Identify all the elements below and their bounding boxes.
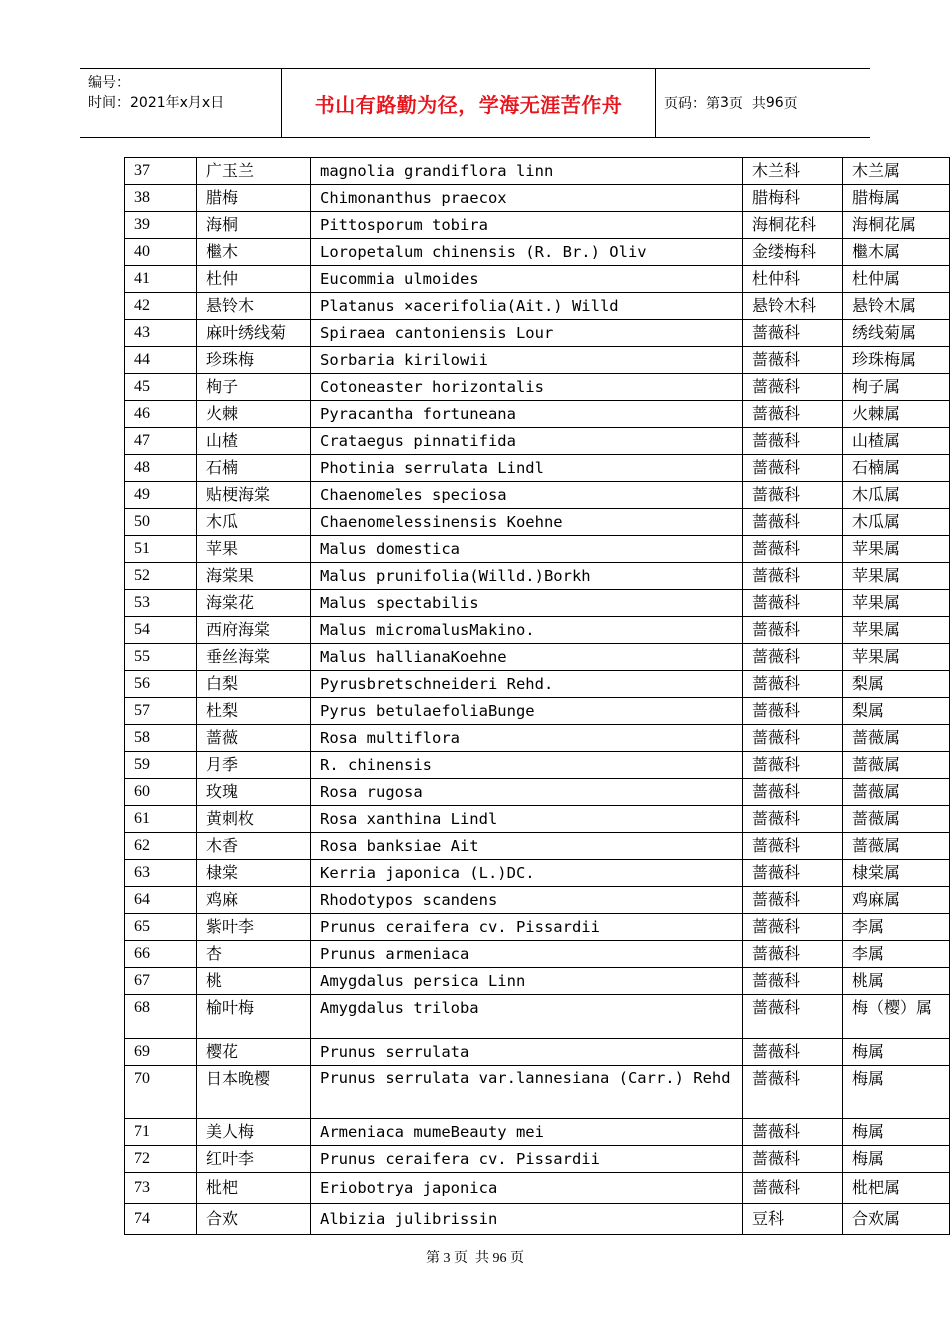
- cell-scientific-name: Rosa multiflora: [311, 725, 743, 752]
- table-row: [125, 968, 950, 995]
- cell-genus: 蔷薇属: [843, 725, 950, 752]
- table-row: [125, 428, 950, 455]
- cell-scientific-name: Eriobotrya japonica: [311, 1173, 743, 1204]
- cell-genus: 枇杷属: [843, 1173, 950, 1204]
- cell-genus: 合欢属: [843, 1204, 950, 1235]
- cell-common-name: 紫叶李: [197, 914, 311, 941]
- table-row: [125, 185, 950, 212]
- cell-genus: 桃属: [843, 968, 950, 995]
- cell-family: 蔷薇科: [743, 428, 843, 455]
- cell-family: 蔷薇科: [743, 509, 843, 536]
- cell-number: 58: [125, 725, 197, 752]
- cell-genus: 火棘属: [843, 401, 950, 428]
- table-row: [125, 239, 950, 266]
- table-row: [125, 1204, 950, 1235]
- cell-number: 59: [125, 752, 197, 779]
- cell-family: 蔷薇科: [743, 914, 843, 941]
- cell-genus: 李属: [843, 914, 950, 941]
- cell-genus: 苹果属: [843, 590, 950, 617]
- table-row: [125, 725, 950, 752]
- cell-common-name: 麻叶绣线菊: [197, 320, 311, 347]
- cell-scientific-name: Malus domestica: [311, 536, 743, 563]
- cell-common-name: 檵木: [197, 239, 311, 266]
- cell-family: 蔷薇科: [743, 779, 843, 806]
- cell-common-name: 广玉兰: [197, 158, 311, 185]
- cell-number: 38: [125, 185, 197, 212]
- cell-family: 金缕梅科: [743, 239, 843, 266]
- cell-family: 蔷薇科: [743, 1039, 843, 1066]
- cell-number: 41: [125, 266, 197, 293]
- table-row: [125, 1146, 950, 1173]
- table-row: [125, 698, 950, 725]
- cell-genus: 梅（樱）属: [843, 995, 950, 1039]
- cell-family: 蔷薇科: [743, 347, 843, 374]
- cell-scientific-name: Loropetalum chinensis (R. Br.) Oliv: [311, 239, 743, 266]
- table-row: [125, 158, 950, 185]
- header-page-current: 3: [720, 95, 729, 111]
- cell-genus: 梅属: [843, 1039, 950, 1066]
- cell-genus: 梅属: [843, 1146, 950, 1173]
- cell-family: 蔷薇科: [743, 563, 843, 590]
- cell-genus: 梅属: [843, 1066, 950, 1119]
- table-row: [125, 644, 950, 671]
- cell-common-name: 苹果: [197, 536, 311, 563]
- cell-family: 蔷薇科: [743, 1173, 843, 1204]
- cell-common-name: 珍珠梅: [197, 347, 311, 374]
- cell-common-name: 樱花: [197, 1039, 311, 1066]
- cell-common-name: 腊梅: [197, 185, 311, 212]
- cell-family: 蔷薇科: [743, 455, 843, 482]
- document-time-label: 时间：2021年x月x日: [88, 95, 225, 111]
- cell-common-name: 垂丝海棠: [197, 644, 311, 671]
- cell-family: 蔷薇科: [743, 590, 843, 617]
- cell-scientific-name: Spiraea cantoniensis Lour: [311, 320, 743, 347]
- page-footer: [0, 1247, 950, 1267]
- cell-genus: 檵木属: [843, 239, 950, 266]
- cell-number: 55: [125, 644, 197, 671]
- table-row: [125, 914, 950, 941]
- cell-family: 蔷薇科: [743, 968, 843, 995]
- cell-common-name: 蔷薇: [197, 725, 311, 752]
- table-row: [125, 941, 950, 968]
- cell-genus: 绣线菊属: [843, 320, 950, 347]
- cell-common-name: 海桐: [197, 212, 311, 239]
- plant-table: [124, 157, 950, 1235]
- cell-scientific-name: Rhodotypos scandens: [311, 887, 743, 914]
- cell-number: 50: [125, 509, 197, 536]
- cell-genus: 梅属: [843, 1119, 950, 1146]
- cell-scientific-name: Albizia julibrissin: [311, 1204, 743, 1235]
- cell-number: 37: [125, 158, 197, 185]
- cell-genus: 苹果属: [843, 563, 950, 590]
- table-row: [125, 833, 950, 860]
- cell-common-name: 美人梅: [197, 1119, 311, 1146]
- cell-family: 蔷薇科: [743, 536, 843, 563]
- cell-number: 71: [125, 1119, 197, 1146]
- cell-family: 蔷薇科: [743, 401, 843, 428]
- table-row: [125, 320, 950, 347]
- cell-genus: 木瓜属: [843, 509, 950, 536]
- header-motto: 书山有路勤为径，学海无涯苦作舟: [314, 92, 623, 117]
- cell-number: 65: [125, 914, 197, 941]
- cell-number: 46: [125, 401, 197, 428]
- cell-family: 海桐花科: [743, 212, 843, 239]
- cell-scientific-name: Rosa banksiae Ait: [311, 833, 743, 860]
- cell-scientific-name: Prunus ceraifera cv. Pissardii: [311, 1146, 743, 1173]
- cell-number: 63: [125, 860, 197, 887]
- cell-number: 48: [125, 455, 197, 482]
- cell-common-name: 红叶李: [197, 1146, 311, 1173]
- table-row: [125, 671, 950, 698]
- cell-number: 39: [125, 212, 197, 239]
- cell-number: 70: [125, 1066, 197, 1119]
- cell-scientific-name: Pyrusbretschneideri Rehd.: [311, 671, 743, 698]
- cell-family: 悬铃木科: [743, 293, 843, 320]
- plant-table-container: [124, 157, 950, 1235]
- table-row: [125, 1119, 950, 1146]
- cell-scientific-name: Malus micromalusMakino.: [311, 617, 743, 644]
- cell-family: 豆科: [743, 1204, 843, 1235]
- cell-common-name: 杜梨: [197, 698, 311, 725]
- cell-number: 47: [125, 428, 197, 455]
- cell-common-name: 榆叶梅: [197, 995, 311, 1039]
- cell-common-name: 合欢: [197, 1204, 311, 1235]
- cell-common-name: 海棠果: [197, 563, 311, 590]
- cell-scientific-name: Pittosporum tobira: [311, 212, 743, 239]
- page-header: [80, 68, 870, 138]
- cell-family: 蔷薇科: [743, 1146, 843, 1173]
- cell-number: 61: [125, 806, 197, 833]
- cell-number: 54: [125, 617, 197, 644]
- header-divider: [655, 69, 656, 137]
- cell-number: 57: [125, 698, 197, 725]
- table-row: [125, 887, 950, 914]
- cell-common-name: 石楠: [197, 455, 311, 482]
- cell-family: 蔷薇科: [743, 482, 843, 509]
- cell-genus: 李属: [843, 941, 950, 968]
- cell-genus: 蔷薇属: [843, 833, 950, 860]
- cell-genus: 石楠属: [843, 455, 950, 482]
- cell-number: 64: [125, 887, 197, 914]
- cell-scientific-name: Amygdalus triloba: [311, 995, 743, 1039]
- cell-family: 杜仲科: [743, 266, 843, 293]
- cell-family: 蔷薇科: [743, 644, 843, 671]
- cell-genus: 栒子属: [843, 374, 950, 401]
- cell-scientific-name: Chaenomeles speciosa: [311, 482, 743, 509]
- cell-family: 蔷薇科: [743, 1119, 843, 1146]
- cell-family: 蔷薇科: [743, 725, 843, 752]
- table-row: [125, 779, 950, 806]
- cell-family: 木兰科: [743, 158, 843, 185]
- cell-number: 45: [125, 374, 197, 401]
- footer-page-total: 96: [492, 1251, 507, 1266]
- cell-family: 蔷薇科: [743, 887, 843, 914]
- table-row: [125, 1173, 950, 1204]
- table-row: [125, 482, 950, 509]
- footer-page-mid: 页 共: [454, 1251, 489, 1266]
- table-row: [125, 752, 950, 779]
- cell-common-name: 悬铃木: [197, 293, 311, 320]
- cell-scientific-name: Armeniaca mumeBeauty mei: [311, 1119, 743, 1146]
- cell-number: 72: [125, 1146, 197, 1173]
- cell-genus: 苹果属: [843, 536, 950, 563]
- table-row: [125, 860, 950, 887]
- cell-scientific-name: Chimonanthus praecox: [311, 185, 743, 212]
- cell-family: 蔷薇科: [743, 752, 843, 779]
- table-row: [125, 806, 950, 833]
- cell-scientific-name: magnolia grandiflora linn: [311, 158, 743, 185]
- cell-number: 42: [125, 293, 197, 320]
- cell-number: 69: [125, 1039, 197, 1066]
- table-row: [125, 1039, 950, 1066]
- cell-scientific-name: Malus prunifolia(Willd.)Borkh: [311, 563, 743, 590]
- table-row: [125, 347, 950, 374]
- cell-scientific-name: Prunus serrulata: [311, 1039, 743, 1066]
- cell-genus: 木兰属: [843, 158, 950, 185]
- cell-number: 67: [125, 968, 197, 995]
- cell-scientific-name: Prunus armeniaca: [311, 941, 743, 968]
- cell-family: 蔷薇科: [743, 941, 843, 968]
- footer-page-prefix: 第: [426, 1251, 440, 1266]
- cell-family: 蔷薇科: [743, 1066, 843, 1119]
- cell-number: 74: [125, 1204, 197, 1235]
- cell-number: 56: [125, 671, 197, 698]
- header-page-prefix: 页码：第: [664, 96, 720, 112]
- cell-genus: 蔷薇属: [843, 806, 950, 833]
- cell-scientific-name: Malus spectabilis: [311, 590, 743, 617]
- table-row: [125, 1066, 950, 1119]
- cell-genus: 悬铃木属: [843, 293, 950, 320]
- table-row: [125, 617, 950, 644]
- cell-number: 73: [125, 1173, 197, 1204]
- cell-family: 蔷薇科: [743, 698, 843, 725]
- cell-common-name: 鸡麻: [197, 887, 311, 914]
- cell-common-name: 木香: [197, 833, 311, 860]
- cell-common-name: 木瓜: [197, 509, 311, 536]
- cell-common-name: 月季: [197, 752, 311, 779]
- cell-scientific-name: Sorbaria kirilowii: [311, 347, 743, 374]
- header-meta: [88, 73, 283, 133]
- cell-genus: 蔷薇属: [843, 779, 950, 806]
- cell-scientific-name: Prunus serrulata var.lannesiana (Carr.) Rehd: [311, 1066, 743, 1119]
- table-row: [125, 995, 950, 1039]
- header-page-mid: 页 共: [728, 96, 766, 112]
- cell-genus: 海桐花属: [843, 212, 950, 239]
- cell-common-name: 西府海棠: [197, 617, 311, 644]
- cell-genus: 腊梅属: [843, 185, 950, 212]
- cell-common-name: 杏: [197, 941, 311, 968]
- header-page-indicator: [664, 69, 798, 137]
- document-number-label: 编号：: [88, 75, 130, 91]
- cell-genus: 苹果属: [843, 644, 950, 671]
- cell-common-name: 海棠花: [197, 590, 311, 617]
- cell-scientific-name: Rosa rugosa: [311, 779, 743, 806]
- cell-genus: 珍珠梅属: [843, 347, 950, 374]
- cell-genus: 梨属: [843, 698, 950, 725]
- cell-scientific-name: Pyrus betulaefoliaBunge: [311, 698, 743, 725]
- cell-scientific-name: Prunus ceraifera cv. Pissardii: [311, 914, 743, 941]
- table-row: [125, 590, 950, 617]
- cell-number: 52: [125, 563, 197, 590]
- cell-scientific-name: Platanus ×acerifolia(Ait.) Willd: [311, 293, 743, 320]
- cell-number: 43: [125, 320, 197, 347]
- cell-number: 66: [125, 941, 197, 968]
- cell-genus: 鸡麻属: [843, 887, 950, 914]
- cell-number: 53: [125, 590, 197, 617]
- table-row: [125, 293, 950, 320]
- cell-common-name: 黄刺枚: [197, 806, 311, 833]
- cell-family: 蔷薇科: [743, 617, 843, 644]
- cell-genus: 梨属: [843, 671, 950, 698]
- table-row: [125, 374, 950, 401]
- cell-common-name: 山楂: [197, 428, 311, 455]
- cell-common-name: 火棘: [197, 401, 311, 428]
- cell-genus: 杜仲属: [843, 266, 950, 293]
- footer-page-suffix: 页: [510, 1251, 524, 1266]
- cell-common-name: 日本晚樱: [197, 1066, 311, 1119]
- cell-family: 蔷薇科: [743, 806, 843, 833]
- cell-family: 蔷薇科: [743, 833, 843, 860]
- cell-family: 蔷薇科: [743, 860, 843, 887]
- cell-number: 60: [125, 779, 197, 806]
- cell-genus: 木瓜属: [843, 482, 950, 509]
- cell-number: 62: [125, 833, 197, 860]
- cell-common-name: 棣棠: [197, 860, 311, 887]
- cell-common-name: 枇杷: [197, 1173, 311, 1204]
- cell-scientific-name: Amygdalus persica Linn: [311, 968, 743, 995]
- cell-genus: 棣棠属: [843, 860, 950, 887]
- table-row: [125, 536, 950, 563]
- footer-page-current: 3: [443, 1251, 451, 1266]
- cell-common-name: 玫瑰: [197, 779, 311, 806]
- cell-number: 49: [125, 482, 197, 509]
- cell-number: 40: [125, 239, 197, 266]
- cell-scientific-name: Crataegus pinnatifida: [311, 428, 743, 455]
- cell-scientific-name: Malus hallianaKoehne: [311, 644, 743, 671]
- cell-scientific-name: Cotoneaster horizontalis: [311, 374, 743, 401]
- cell-common-name: 白梨: [197, 671, 311, 698]
- cell-common-name: 杜仲: [197, 266, 311, 293]
- cell-scientific-name: Eucommia ulmoides: [311, 266, 743, 293]
- header-page-total: 96: [765, 95, 784, 111]
- cell-number: 51: [125, 536, 197, 563]
- cell-common-name: 栒子: [197, 374, 311, 401]
- plant-table-body: [125, 158, 950, 1235]
- cell-scientific-name: Photinia serrulata Lindl: [311, 455, 743, 482]
- cell-scientific-name: Chaenomelessinensis Koehne: [311, 509, 743, 536]
- cell-number: 68: [125, 995, 197, 1039]
- cell-scientific-name: R. chinensis: [311, 752, 743, 779]
- cell-scientific-name: Pyracantha fortuneana: [311, 401, 743, 428]
- table-row: [125, 455, 950, 482]
- table-row: [125, 509, 950, 536]
- table-row: [125, 401, 950, 428]
- header-page-suffix: 页: [783, 96, 798, 112]
- cell-family: 蔷薇科: [743, 995, 843, 1039]
- table-row: [125, 563, 950, 590]
- table-row: [125, 266, 950, 293]
- cell-genus: 蔷薇属: [843, 752, 950, 779]
- cell-family: 腊梅科: [743, 185, 843, 212]
- cell-family: 蔷薇科: [743, 671, 843, 698]
- cell-genus: 苹果属: [843, 617, 950, 644]
- cell-scientific-name: Rosa xanthina Lindl: [311, 806, 743, 833]
- cell-genus: 山楂属: [843, 428, 950, 455]
- cell-common-name: 贴梗海棠: [197, 482, 311, 509]
- cell-common-name: 桃: [197, 968, 311, 995]
- cell-number: 44: [125, 347, 197, 374]
- table-row: [125, 212, 950, 239]
- cell-family: 蔷薇科: [743, 374, 843, 401]
- cell-family: 蔷薇科: [743, 320, 843, 347]
- cell-scientific-name: Kerria japonica (L.)DC.: [311, 860, 743, 887]
